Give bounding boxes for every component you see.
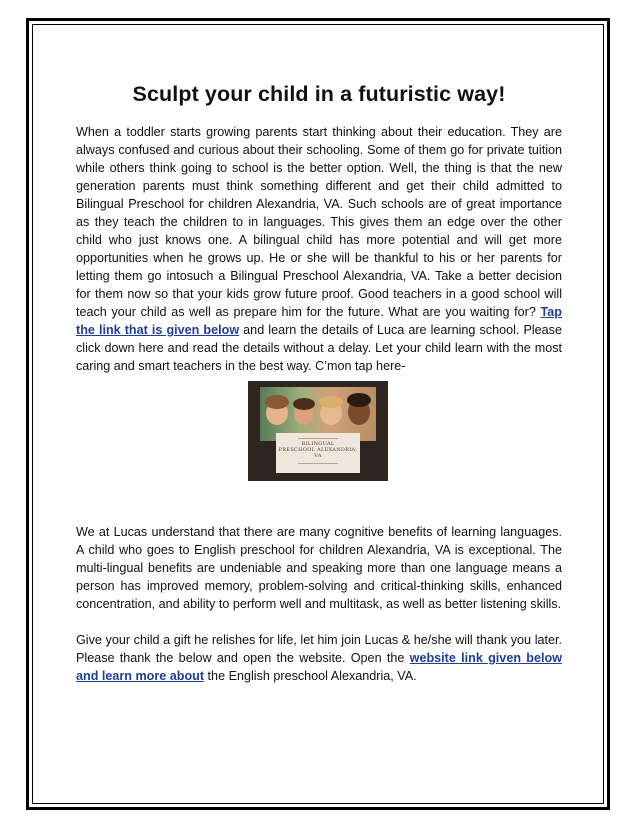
paragraph-closing-text-end: the English preschool Alexandria, VA. [204, 669, 417, 683]
paragraph-closing [76, 631, 562, 685]
paragraph-intro-text-end: and learn the details of Luca are learning school. Please click down here and read the details without a delay. Let your child learn with the most caring and smart teachers in the best way. C’mon tap here- [76, 323, 562, 373]
thumbnail-caption-line2: PRESCHOOL ALEXANDRIA, [278, 447, 358, 453]
paragraph-intro [76, 123, 562, 375]
preschool-thumbnail-image[interactable] [248, 381, 388, 481]
paragraph-benefits: We at Lucas understand that there are many cognitive benefits of learning languages. A child who goes to English preschool for children Alexandria, VA is exceptional. The multi-lingual benefits are undeniable and speaking more than one language means a person has improved memory, problem-solving and critical-thinking skills, enhanced concentration, and ability to perform well and multitask, as well as better listening skills. [76, 525, 562, 611]
document-body [76, 82, 562, 685]
paragraph-intro-text: When a toddler starts growing parents start thinking about their education. They are always confused and curious about their schooling. Some of them go for private tuition while others think going to school is the better option. Well, the thing is that the new generation parents must think something different and get their child admitted to Bilingual Preschool for children Alexandria, VA. Such schools are of great importance as they teach the children to in languages. This gives them an edge over the other child who just knows one. A bilingual child has more potential and will get more opportunities when he grows up. He or she will be thankful to his or her parents for letting them go intosuch a Bilingual Preschool Alexandria, VA. Take a better decision for them now so that your kids grow future proof. Good teachers in a good school will teach your child as well as prepare him for the future. What are you waiting for? [76, 125, 562, 319]
document-title: Sculpt your child in a futuristic way! [132, 82, 506, 106]
tap-link[interactable]: Tap the link that is given below [76, 305, 562, 337]
caption-rule-top [298, 438, 338, 439]
thumbnail-caption [276, 441, 360, 459]
figure [76, 381, 562, 503]
thumbnail-caption-card [276, 433, 360, 473]
caption-rule-bottom [298, 463, 338, 464]
thumbnail-caption-line3: VA [314, 453, 322, 459]
paragraph-closing-text: Give your child a gift he relishes for life, let him join Lucas & he/she will thank you later. Please thank the below and open the website. Open the [76, 633, 562, 665]
thumbnail-caption-line1: BILINGUAL [301, 441, 335, 447]
website-link[interactable]: website link given below and learn more about [76, 651, 562, 683]
